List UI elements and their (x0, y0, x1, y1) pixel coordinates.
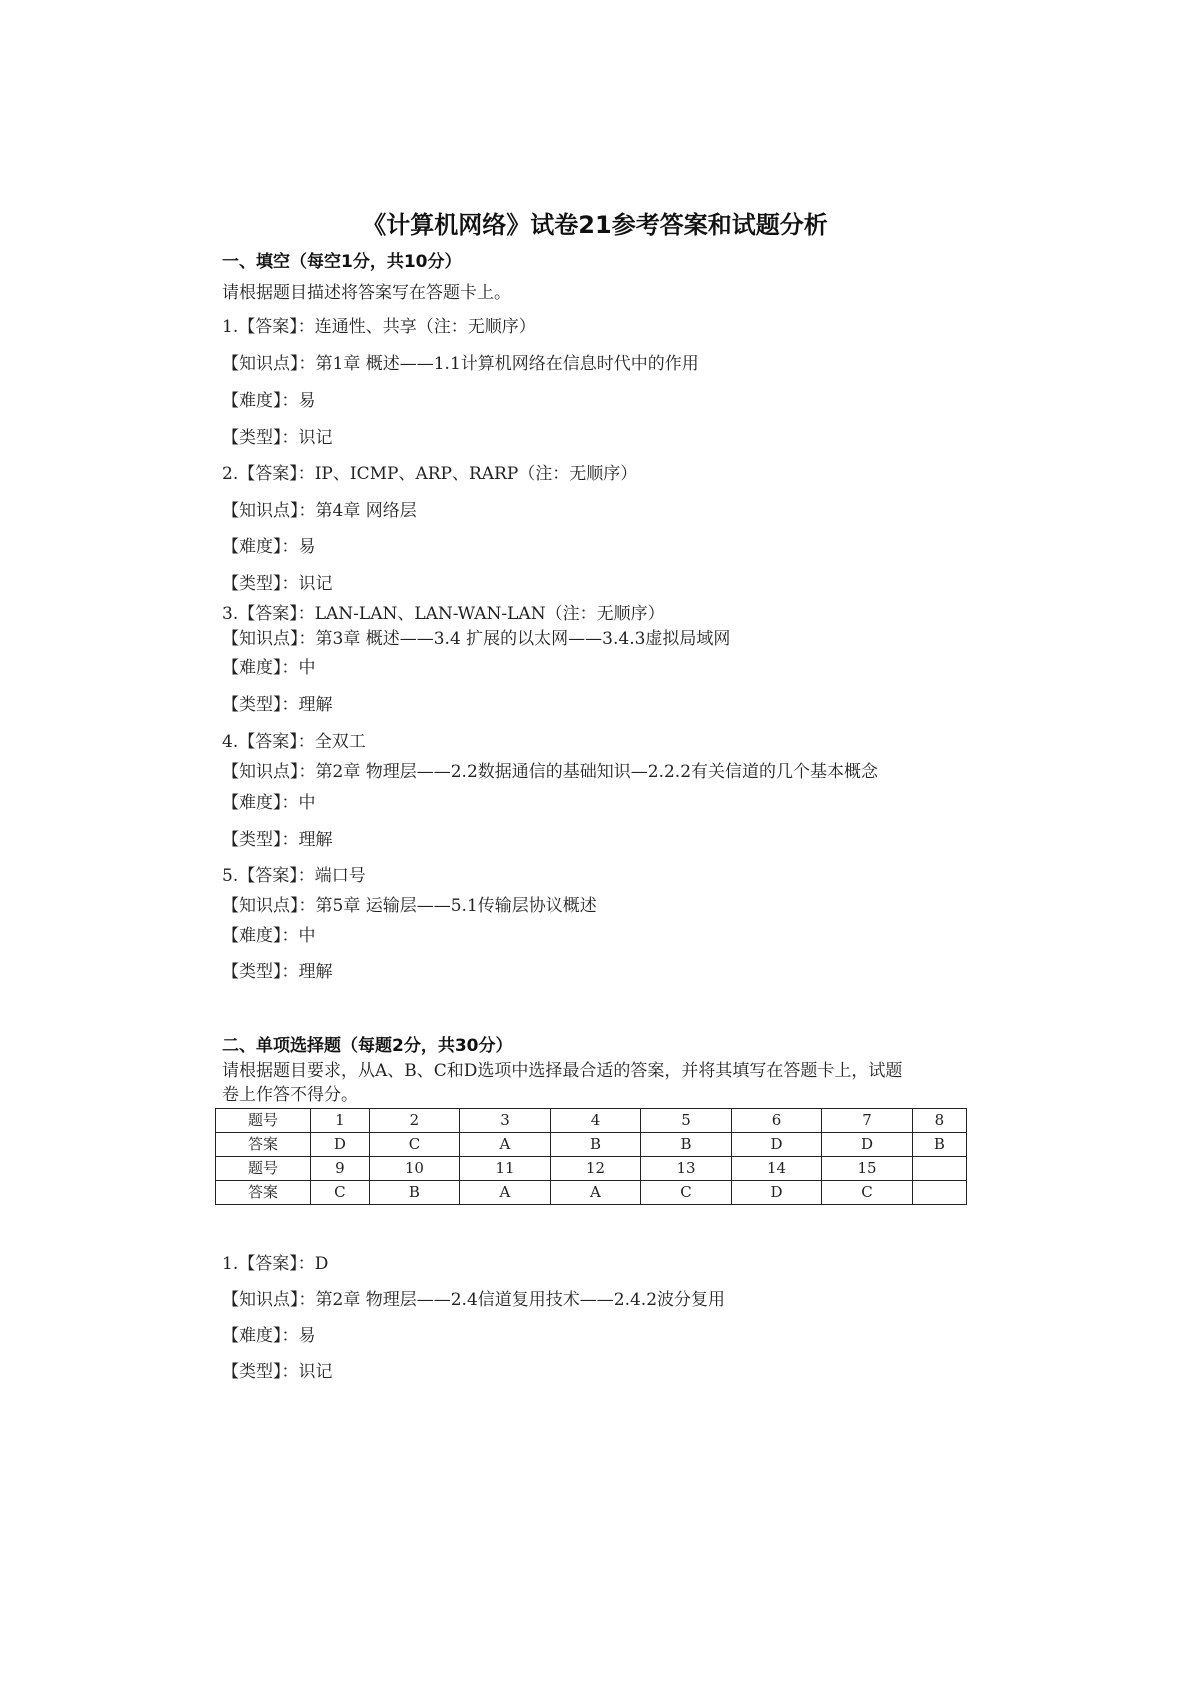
table-row (216, 1157, 967, 1181)
table-cell (912, 1157, 966, 1181)
table-cell: 答案 (216, 1133, 311, 1157)
answer-line: 【类型】：理解 (222, 830, 333, 850)
table-cell: 题号 (216, 1157, 311, 1181)
table-cell: 12 (550, 1157, 641, 1181)
table-cell: 10 (369, 1157, 460, 1181)
section1-heading: 一、填空（每空1分，共10分） (222, 252, 462, 272)
table-cell: 5 (641, 1109, 732, 1133)
table-cell: A (460, 1133, 551, 1157)
table-cell: A (460, 1181, 551, 1205)
table-cell: 13 (641, 1157, 732, 1181)
section2-intro-cont: 卷上作答不得分。 (222, 1085, 358, 1105)
table-cell: A (550, 1181, 641, 1205)
table-cell: 2 (369, 1109, 460, 1133)
answer-line: 【类型】：识记 (222, 574, 333, 594)
answer-line: 【知识点】：第3章 概述——3.4 扩展的以太网——3.4.3虚拟局域网 (222, 629, 731, 649)
table-cell: 1 (311, 1109, 370, 1133)
section2-heading: 二、单项选择题（每题2分，共30分） (222, 1036, 513, 1056)
table-row (216, 1133, 967, 1157)
section1-intro: 请根据题目描述将答案写在答题卡上。 (222, 283, 511, 303)
answer-line: 【难度】：易 (222, 537, 316, 557)
answer-line: 3.【答案】：LAN-LAN、LAN-WAN-LAN（注：无顺序） (222, 604, 665, 624)
table-cell: 9 (311, 1157, 370, 1181)
table-cell: 14 (731, 1157, 822, 1181)
table-cell: 题号 (216, 1109, 311, 1133)
table-row (216, 1181, 967, 1205)
table-cell: 8 (912, 1109, 966, 1133)
answer-line: 【类型】：识记 (222, 1362, 333, 1382)
table-cell: 3 (460, 1109, 551, 1133)
answer-line: 【类型】：理解 (222, 962, 333, 982)
table-row (216, 1109, 967, 1133)
document-title: 《计算机网络》试卷21参考答案和试题分析 (362, 211, 828, 239)
answer-line: 【难度】：易 (222, 1326, 316, 1346)
answer-line: 1.【答案】：连通性、共享（注：无顺序） (222, 317, 536, 337)
answer-line: 【类型】：识记 (222, 428, 333, 448)
answer-line: 【难度】：中 (222, 926, 316, 946)
table-cell: C (311, 1181, 370, 1205)
table-cell: 7 (822, 1109, 913, 1133)
table-cell: C (822, 1181, 913, 1205)
table-cell: D (311, 1133, 370, 1157)
answer-line: 【知识点】：第2章 物理层——2.2数据通信的基础知识—2.2.2有关信道的几个基本概念 (222, 762, 879, 782)
table-cell: 6 (731, 1109, 822, 1133)
table-cell: B (369, 1181, 460, 1205)
table-cell: C (641, 1181, 732, 1205)
table-cell: 11 (460, 1157, 551, 1181)
answer-line: 4.【答案】：全双工 (222, 732, 366, 752)
answer-line: 【难度】：易 (222, 391, 316, 411)
answer-line: 5.【答案】：端口号 (222, 866, 366, 886)
answer-line: 1.【答案】：D (222, 1254, 329, 1274)
table-cell: 答案 (216, 1181, 311, 1205)
table-cell: D (822, 1133, 913, 1157)
table-cell: D (731, 1181, 822, 1205)
table-cell (912, 1181, 966, 1205)
table-cell: B (912, 1133, 966, 1157)
answer-line: 【知识点】：第2章 物理层——2.4信道复用技术——2.4.2波分复用 (222, 1290, 726, 1310)
answer-line: 【知识点】：第4章 网络层 (222, 501, 417, 521)
table-cell: C (369, 1133, 460, 1157)
answer-line: 【知识点】：第1章 概述——1.1计算机网络在信息时代中的作用 (222, 354, 699, 374)
answer-line: 【类型】：理解 (222, 695, 333, 715)
section2-intro: 请根据题目要求，从A、B、C和D选项中选择最合适的答案，并将其填写在答题卡上，试题 (222, 1061, 903, 1081)
table-cell: D (731, 1133, 822, 1157)
table-cell: 15 (822, 1157, 913, 1181)
answer-line: 【知识点】：第5章 运输层——5.1传输层协议概述 (222, 896, 597, 916)
answer-line: 2.【答案】：IP、ICMP、ARP、RARP（注：无顺序） (222, 464, 638, 484)
table-cell: B (550, 1133, 641, 1157)
table-cell: 4 (550, 1109, 641, 1133)
table-cell: B (641, 1133, 732, 1157)
answer-table (215, 1108, 967, 1205)
answer-line: 【难度】：中 (222, 658, 316, 678)
answer-line: 【难度】：中 (222, 793, 316, 813)
